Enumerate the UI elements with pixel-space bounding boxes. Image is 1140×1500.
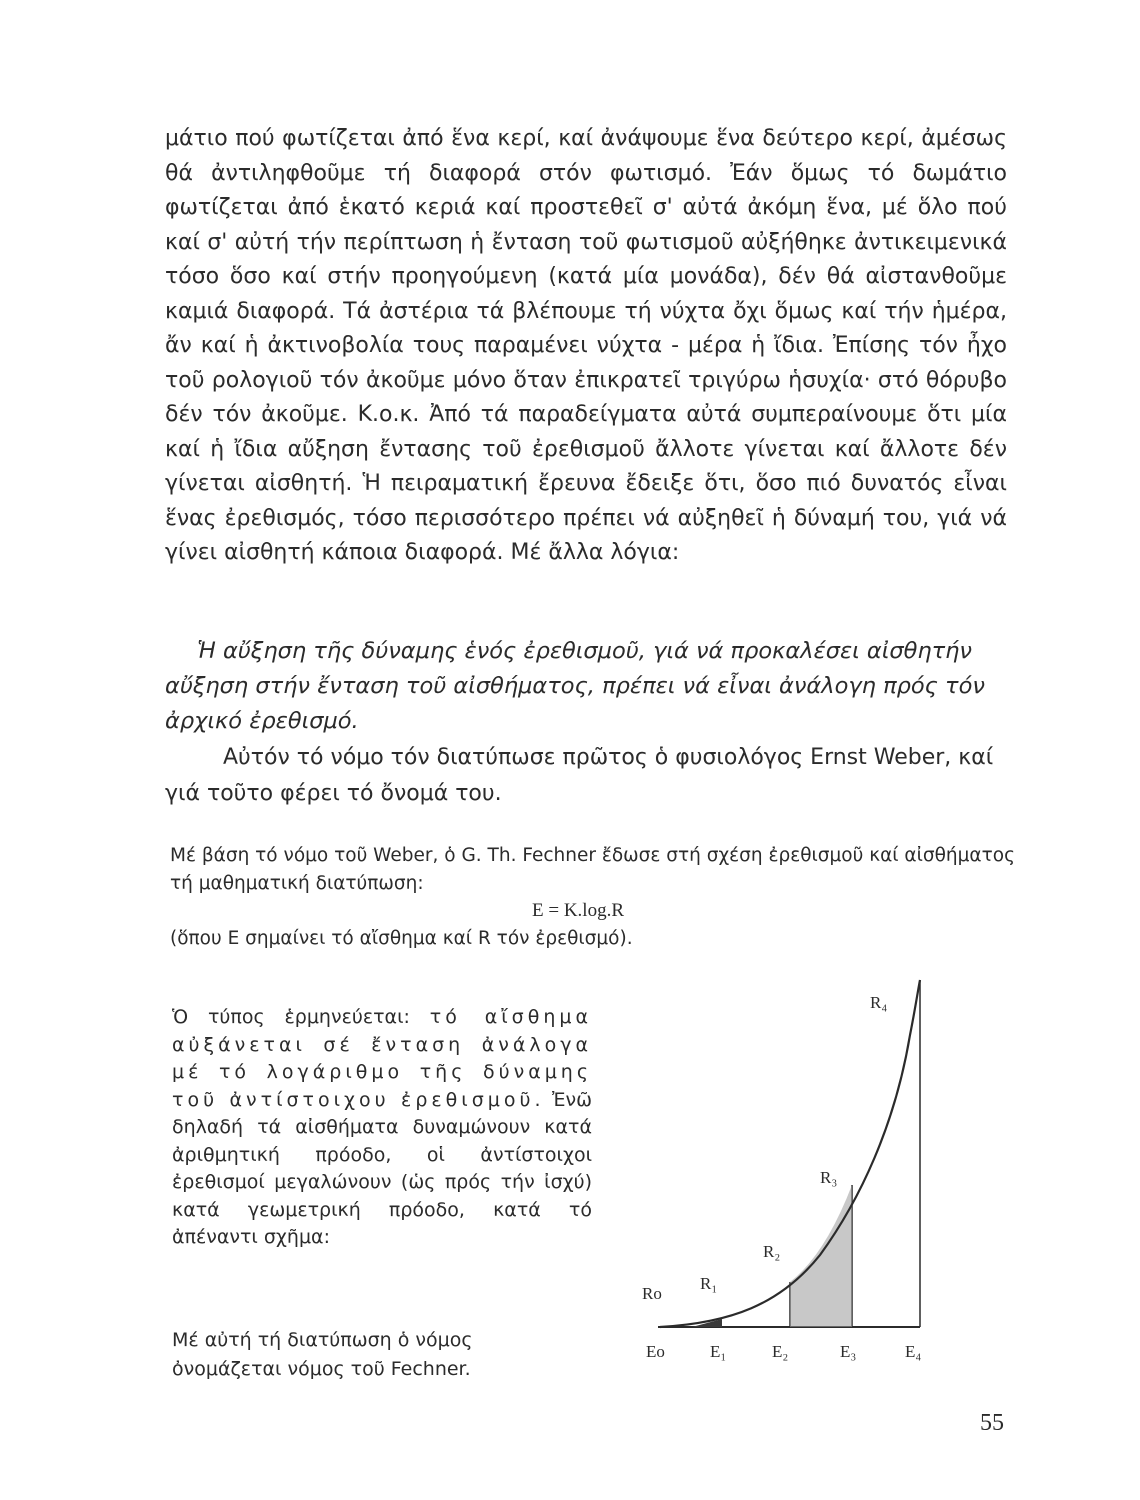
weber-law-statement: Ἡ αὔξηση τῆς δύναμης ἑνός ἐρεθισμοῦ, γιά νά προκαλέσει αἰσθητήν αὔξηση στήν ἔνταση τοῦ αἰσθήματος, πρέπει νά εἶναι ἀνάλογη πρός τόν ἀρχικό ἐρεθισμό.	[165, 638, 985, 734]
label-e2: E₂	[772, 1342, 789, 1361]
formula-explanation	[172, 1004, 592, 1252]
fechner-formula: E = K.log.R	[532, 900, 624, 921]
label-r1: R₁	[700, 1274, 718, 1293]
label-r0: Ro	[642, 1284, 662, 1303]
label-e0: Eo	[646, 1342, 665, 1361]
label-r2: R₂	[763, 1242, 781, 1261]
explanation-spaced-text: τό αἴσθημα αὐξάνεται σέ ἔνταση ἀνάλογα μέ τό λογάριθμο τῆς δύναμης τοῦ ἀντίστοιχου ἐρεθισμοῦ.	[172, 1006, 592, 1111]
explanation-rest: Ἐνῶ δηλαδή τά αἰσθήματα δυναμώνουν κατά ἀριθμητική πρόοδο, οἱ ἀντίστοιχοι ἐρεθισμοί μεγαλώνουν (ὡς πρός τήν ἰσχύ) κατά γεωμετρική πρόοδο, κατά τό ἀπέναντι σχῆμα:	[172, 1088, 592, 1248]
explanation-intro: Ὁ τύπος ἑρμηνεύεται:	[172, 1006, 410, 1028]
fechner-intro: Μέ βάση τό νόμο τοῦ Weber, ὁ G. Th. Fechner ἔδωσε στή σχέση ἐρεθισμοῦ καί αἰσθήματος τή μαθηματική διατύπωση:	[170, 845, 1015, 894]
label-e1: E₁	[710, 1342, 727, 1361]
label-e4: E₄	[905, 1342, 922, 1361]
weber-attribution-paragraph: Αὐτόν τό νόμο τόν διατύπωσε πρῶτος ὁ φυσιολόγος Ernst Weber, καί γιά τοῦτο φέρει τό ὄνομά του.	[165, 745, 994, 806]
label-r3: R₃	[820, 1168, 838, 1187]
formula-note: (ὅπου E σημαίνει τό αἴσθημα καί R τόν ἐρεθισμό).	[170, 928, 633, 949]
page-number: 55	[980, 1410, 1004, 1436]
label-r4: R₄	[870, 993, 888, 1012]
stimulus-curve	[660, 980, 920, 1327]
shaded-area-e2-e3	[790, 1185, 852, 1327]
main-paragraph: μάτιο πού φωτίζεται ἀπό ἕνα κερί, καί ἀνάψουμε ἕνα δεύτερο κερί, ἀμέσως θά ἀντιληφθοῦμε τή διαφορά στόν φωτισμό. Ἐάν ὅμως τό δωμάτιο φωτίζεται ἀπό ἑκατό κεριά καί προστεθεῖ σ' αὐτά ἀκόμη ἕνα, μέ ὅλο πού καί σ' αὐτή τήν περίπτωση ἡ ἔνταση τοῦ φωτισμοῦ αὐξήθηκε ἀντικειμενικά τόσο ὅσο καί στήν προηγούμενη (κατά μία μονάδα), δέν θά αἰστανθοῦμε καμιά διαφορά. Τά ἀστέρια τά βλέπουμε τή νύχτα ὄχι ὅμως καί τήν ἡμέρα, ἄν καί ἡ ἀκτινοβολία τους παραμένει νύχτα - μέρα ἡ ἴδια. Ἐπίσης τόν ἦχο τοῦ ρολογιοῦ τόν ἀκοῦμε μόνο ὅταν ἐπικρατεῖ τριγύρω ἡσυχία· στό θόρυβο δέν τόν ἀκοῦμε. Κ.ο.κ. Ἀπό τά παραδείγματα αὐτά συμπεραίνουμε ὅτι μία καί ἡ ἴδια αὔξηση ἔντασης τοῦ ἐρεθισμοῦ ἄλλοτε γίνεται καί ἄλλοτε δέν γίνεται αἰσθητή. Ἡ πειραματική ἔρευνα ἔδειξε ὅτι, ὅσο πιό δυνατός εἶναι ἕνας ἐρεθισμός, τόσο περισσότερο πρέπει νά αὐξηθεῖ ἡ δύναμή του, γιά νά γίνει αἰσθητή κάποια διαφορά. Μέ ἄλλα λόγια:	[165, 126, 1007, 565]
fechner-law-name: Μέ αὐτή τή διατύπωση ὁ νόμος ὀνομάζεται νόμος τοῦ Fechner.	[172, 1329, 473, 1380]
label-e3: E₃	[840, 1342, 857, 1361]
fechner-curve-figure	[620, 975, 1040, 1375]
